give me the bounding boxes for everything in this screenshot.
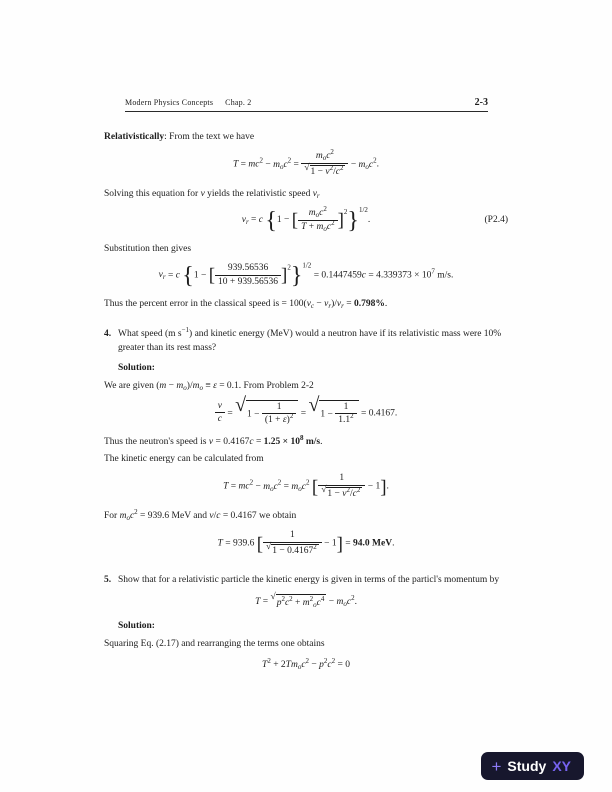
paragraph-kinetic-intro: The kinetic energy can be calculated from bbox=[104, 454, 264, 465]
problem-question: What speed (m $s^{-1}$) and kinetic energy (MeV) would a neutron have if its relativistic mass were 10% greater than its rest mass? bbox=[118, 325, 502, 353]
page-number: 2-3 bbox=[474, 97, 488, 108]
solution-heading: Solution: bbox=[118, 362, 155, 373]
paragraph-neutron-speed: Thus the neutron's speed is $v = 0.4167c = 1.25 \times 10^8$ m/s. bbox=[104, 434, 323, 448]
display-equation-speed bbox=[104, 204, 508, 235]
logo-text-study: Study bbox=[507, 758, 547, 774]
studyxy-logo bbox=[481, 752, 584, 780]
problem-5 bbox=[104, 573, 508, 587]
solution-heading: Solution: bbox=[118, 621, 155, 632]
logo-text-xy: XY bbox=[552, 758, 571, 774]
chapter-label: Chap. 2 bbox=[225, 98, 252, 107]
paragraph-percent-error: Thus the percent error in the classical speed is = $100(v_c - v_r)/v_r = 0.798\%$. bbox=[104, 298, 388, 310]
paragraph-for-values: For $m_oc^2 = 939.6$ MeV and v/c = 0.4167 we obtain bbox=[104, 508, 297, 523]
paragraph-given: We are given $(m - m_o)/m_o \equiv \varepsilon = 0.1$. From Problem 2-2 bbox=[104, 380, 314, 392]
problem-number: 5. bbox=[104, 575, 112, 586]
equation-label: (P2.4) bbox=[484, 215, 508, 226]
display-equation-energy: $T = mc^2 - m_oc^2$ = $m_oc^2$ √ $1 - v^2/c^2$ − $m_oc^2$. bbox=[232, 148, 380, 177]
page-header bbox=[125, 97, 488, 112]
book-title: Modern Physics Concepts bbox=[125, 98, 214, 107]
running-header bbox=[125, 98, 251, 107]
display-equation-kinetic: $T = mc^2 - m_oc^2 = m_oc^2$ [ 1 √ $1 - v^2/c^2$ − 1]. bbox=[223, 473, 389, 500]
equation-body: $v_r = c$ {1 − [ $\frac{m_oc^2}{T + m_oc^2}$ ]$^2$}$^{1/2}$. bbox=[241, 204, 371, 235]
problem-4 bbox=[104, 327, 508, 355]
display-equation-beta: $\frac{v}{c}$ = √ 1 − $\frac{1}{(1 + \varepsilon)^2}$ = √ 1 − $\frac{1}{1.1^2}$ = 0.4167. bbox=[104, 400, 508, 427]
problem-question: Show that for a relativistic particle the kinetic energy is given in terms of the particl's momentum by bbox=[118, 575, 500, 586]
plus-icon: + bbox=[491, 756, 502, 776]
display-equation-momentum: T = √ $p^2c^2 + m^2_oc^4$ − $m_oc^2$. bbox=[255, 592, 357, 610]
page-body bbox=[104, 130, 508, 681]
display-equation-speed-value: $v_r = c$ {1 − [ $\frac{939.56536}{10 + 939.56536}$ ]$^2\}^{1/2} = 0.1447459c = 4.339373 \times 10^7$ m/s. bbox=[158, 261, 454, 290]
paragraph-squaring: Squaring Eq. (2.17) and rearranging the terms one obtains bbox=[104, 639, 325, 650]
paragraph-substitution: Substitution then gives bbox=[104, 243, 192, 254]
display-equation-quadratic: $T^2 + 2Tm_oc^2 - p^2c^2 = 0$ bbox=[262, 657, 350, 672]
display-equation-kinetic-value: T = 939.6 [ 1 √ $1 - 0.4167^2$ − 1] = 94.0 MeV. bbox=[217, 530, 395, 557]
problem-number: 4. bbox=[104, 328, 112, 339]
paragraph-solving: Solving this equation for v yields the relativistic speed $v_r$ bbox=[104, 188, 320, 200]
paragraph-relativistically: Relativistically: From the text we have bbox=[104, 132, 255, 142]
